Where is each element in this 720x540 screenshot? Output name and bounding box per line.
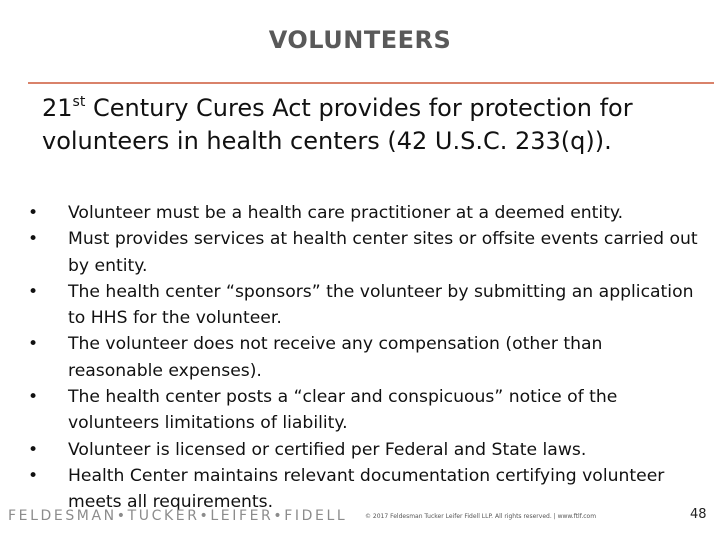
page-number: 48	[690, 507, 707, 522]
bullet-icon: •	[28, 439, 39, 460]
bullet-text: The health center “sponsors” the volunteer by submitting an application to HHS for the volunteer.	[68, 281, 694, 329]
bullet-icon: •	[28, 203, 39, 223]
bullet-text: The volunteer does not receive any compensation (other than reasonable expenses).	[68, 334, 603, 381]
bullet-text: The health center posts a “clear and conspicuous” notice of the volunteers limitations of liability.	[68, 387, 618, 434]
copyright-notice: © 2017 Feldesman Tucker Leifer Fidell LLP. All rights reserved. | www.ftlf.com	[365, 513, 597, 520]
bullet-icon: •	[28, 281, 39, 302]
list-item	[28, 226, 698, 279]
bullet-text: Volunteer must be a health care practitioner at a deemed entity.	[68, 203, 624, 223]
bullet-text: Must provides services at health center sites or offsite events carried out by entity.	[68, 229, 698, 276]
list-item	[28, 437, 698, 463]
bullet-icon: •	[28, 387, 39, 408]
list-item	[28, 384, 698, 437]
bullet-icon: •	[28, 229, 39, 250]
intro-text-start: 21	[42, 94, 73, 122]
bullet-text: Volunteer is licensed or certified per Federal and State laws.	[68, 439, 587, 460]
bullet-list	[28, 200, 698, 516]
firm-logo: FELDESMAN•TUCKER•LEIFER•FIDELL	[8, 508, 348, 524]
list-item	[28, 200, 698, 226]
bullet-icon: •	[28, 334, 39, 355]
intro-superscript: st	[72, 94, 86, 110]
title-divider	[28, 82, 714, 84]
list-item	[28, 331, 698, 384]
bullet-icon: •	[28, 465, 39, 486]
bullet-text: Health Center maintains relevant documentation certifying volunteer meets all requirements.	[68, 465, 665, 513]
intro-paragraph	[42, 92, 682, 158]
slide-title: VOLUNTEERS	[268, 26, 452, 54]
intro-text-rest: Century Cures Act provides for protection for volunteers in health centers (42 U.S.C. 233(q)).	[42, 94, 633, 155]
list-item	[28, 279, 698, 332]
